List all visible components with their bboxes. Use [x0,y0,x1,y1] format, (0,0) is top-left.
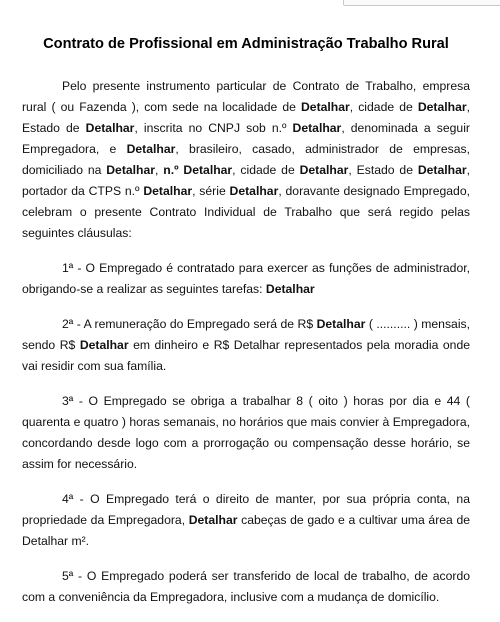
placeholder-field: Detalhar [292,121,342,135]
paragraph-text: , [155,163,164,177]
paragraph-text: , cidade de [232,163,300,177]
placeholder-field: Detalhar [143,184,193,198]
placeholder-field: Detalhar [299,163,349,177]
paragraph-text: 3ª - O Empregado se obriga a trabalhar 8 ( oito ) horas por dia e 44 ( quarenta e quatro ) horas semanais, no horários que mais convier à Empregadora, concordando desde logo com a prorrogação ou compensação desse horário, se assim for necessário. [22,394,470,471]
placeholder-field: Detalhar [229,184,279,198]
paragraph-text: , Estado de [348,163,418,177]
paragraph-text: 5ª - O Empregado poderá ser transferido de local de trabalho, de acordo com a conveniência da Empregadora, inclusive com a mudança de domicílio. [22,569,470,604]
preamble-paragraph [22,76,470,244]
paragraph-text: 2ª - A remuneração do Empregado será de R$ [62,317,317,331]
delete-button-label [354,0,383,1]
paragraph-text: , portador da CTPS n.º [22,163,470,198]
placeholder-field: Detalhar [85,121,135,135]
paragraph-text: Pelo presente instrumento particular de Contrato de Trabalho, empresa rural ( ou Fazenda ), com sede na localidade de [22,79,470,114]
clause-paragraph-5 [22,566,470,608]
clause-paragraph-2 [22,314,470,377]
document-body [22,76,470,622]
paragraph-text: , doravante designado Empregado, celebram o presente Contrato Individual de Trabalho que será regido pelas seguintes cláusulas: [22,184,470,240]
placeholder-field: Detalhar [417,163,467,177]
placeholder-field: Detalhar [300,100,350,114]
clause-paragraph-3 [22,391,470,475]
placeholder-field: Detalhar [126,142,176,156]
document-title: Contrato de Profissional em Administração Trabalho Rural [43,36,449,52]
paragraph-text: 4ª - O Empregado terá o direito de manter, por sua própria conta, na propriedade da Empregadora, [22,492,470,527]
paragraph-text: em dinheiro e R$ Detalhar representados pela moradia onde vai residir com sua família. [22,338,471,373]
placeholder-field: Detalhar [417,100,467,114]
paragraph-text: cabeças de gado e a cultivar uma área de Detalhar m². [22,513,470,548]
paragraph-text: , inscrita no CNPJ sob n.º [134,121,293,135]
paragraph-text: , cidade de [349,100,418,114]
clause-paragraph-1 [22,258,470,300]
delete-button[interactable] [343,0,500,6]
paragraph-text: , denominada a seguir Empregadora, e [22,121,470,156]
paragraph-text: , Estado de [22,100,470,135]
paragraph-text: , brasileiro, casado, administrador de empresas, domiciliado na [22,142,470,177]
placeholder-field: Detalhar [79,338,129,352]
placeholder-field: Detalhar [265,282,315,296]
paragraph-text: ( .......... ) mensais, sendo R$ [22,317,471,352]
placeholder-field: Detalhar [188,513,238,527]
clause-paragraph-4 [22,489,470,552]
placeholder-field: n.º Detalhar [163,163,233,177]
paragraph-text: , série [192,184,230,198]
placeholder-field: Detalhar [106,163,156,177]
paragraph-text: 1ª - O Empregado é contratado para exercer as funções de administrador, obrigando-se a realizar as seguintes tarefas: [22,261,470,296]
placeholder-field: Detalhar [316,317,366,331]
